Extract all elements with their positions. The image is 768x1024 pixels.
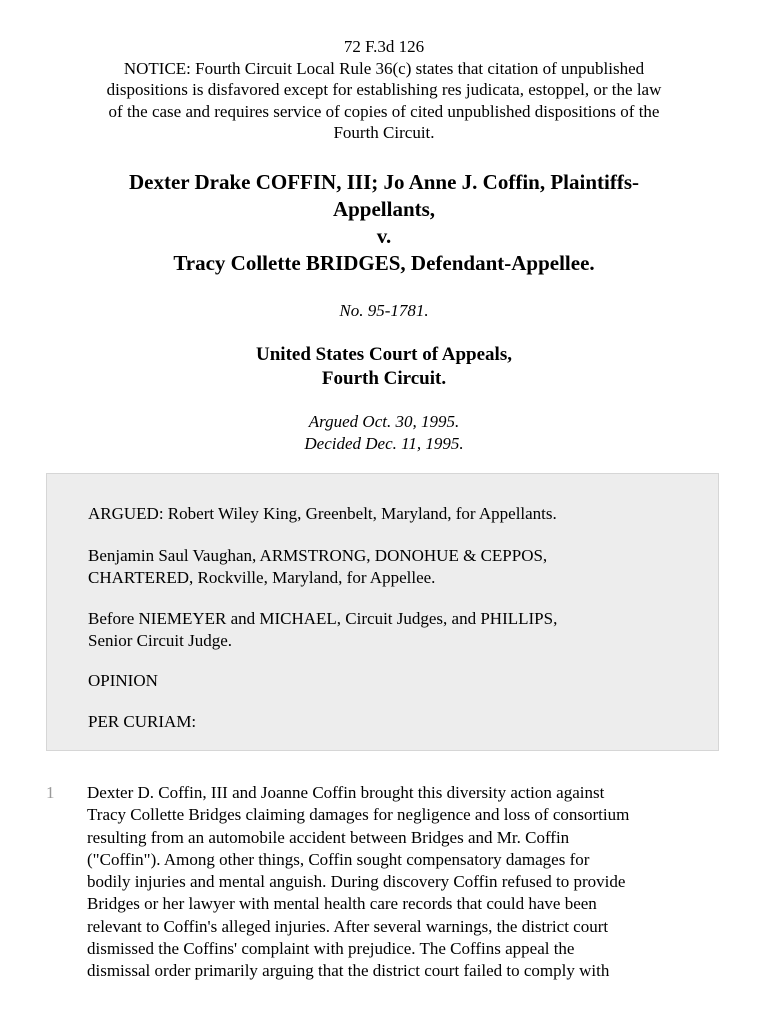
notice-line: NOTICE: Fourth Circuit Local Rule 36(c) states that citation of unpublished	[123, 58, 645, 78]
paragraph-line: Dexter D. Coffin, III and Joanne Coffin brought this diversity action against	[87, 783, 605, 802]
counsel-summary-box	[46, 473, 719, 751]
argued-counsel: ARGUED: Robert Wiley King, Greenbelt, Maryland, for Appellants.	[88, 504, 557, 523]
court-name	[40, 343, 728, 391]
per-curiam-label: PER CURIAM:	[88, 712, 197, 731]
notice-line: Fourth Circuit.	[333, 123, 435, 142]
caption-versus: v.	[376, 224, 392, 248]
citation-notice	[40, 36, 728, 144]
panel-line: Before NIEMEYER and MICHAEL, Circuit Judges, and PHILLIPS,	[88, 609, 558, 628]
opinion-label: OPINION	[88, 671, 158, 690]
paragraph-line: dismissed the Coffins' complaint with prejudice. The Coffins appeal the	[87, 939, 575, 959]
court-line: United States Court of Appeals,	[256, 344, 512, 365]
argued-date: Argued Oct. 30, 1995.	[308, 412, 460, 431]
appellee-counsel-line: Benjamin Saul Vaughan, ARMSTRONG, DONOHUE & CEPPOS,	[88, 546, 548, 565]
decision-dates	[40, 411, 728, 454]
paragraph-text	[87, 782, 727, 983]
paragraph-line: dismissal order primarily arguing that the district court failed to comply with	[87, 961, 610, 981]
paragraph-line: resulting from an automobile accident between Bridges and Mr. Coffin	[87, 827, 570, 847]
caption-line: Tracy Collette BRIDGES, Defendant-Appellee.	[173, 251, 595, 275]
paragraph-number: 1	[46, 783, 55, 802]
appellee-counsel-line: CHARTERED, Rockville, Maryland, for Appellee.	[88, 567, 436, 587]
paragraph-line: Tracy Collette Bridges claiming damages for negligence and loss of consortium	[87, 805, 630, 825]
paragraph-line: bodily injuries and mental anguish. During discovery Coffin refused to provide	[87, 872, 626, 892]
decided-date: Decided Dec. 11, 1995.	[304, 433, 464, 453]
appellee-counsel	[88, 545, 698, 588]
caption-line: Dexter Drake COFFIN, III; Jo Anne J. Coffin, Plaintiffs-	[129, 170, 639, 194]
paragraph-line: relevant to Coffin's alleged injuries. After several warnings, the district court	[87, 916, 609, 936]
case-caption	[40, 169, 728, 277]
notice-line: dispositions is disfavored except for establishing res judicata, estoppel, or the law	[106, 80, 662, 99]
court-line: Fourth Circuit.	[321, 368, 447, 389]
caption-line: Appellants,	[332, 197, 436, 221]
paragraph-line: Bridges or her lawyer with mental health care records that could have been	[87, 894, 597, 914]
reporter-citation: 72 F.3d 126	[343, 37, 425, 56]
paragraph-line: ("Coffin"). Among other things, Coffin sought compensatory damages for	[87, 849, 590, 869]
docket-number: No. 95-1781.	[339, 301, 429, 320]
notice-line: of the case and requires service of copies of cited unpublished dispositions of the	[108, 101, 660, 121]
panel-line: Senior Circuit Judge.	[88, 630, 233, 650]
panel-judges	[88, 608, 698, 651]
